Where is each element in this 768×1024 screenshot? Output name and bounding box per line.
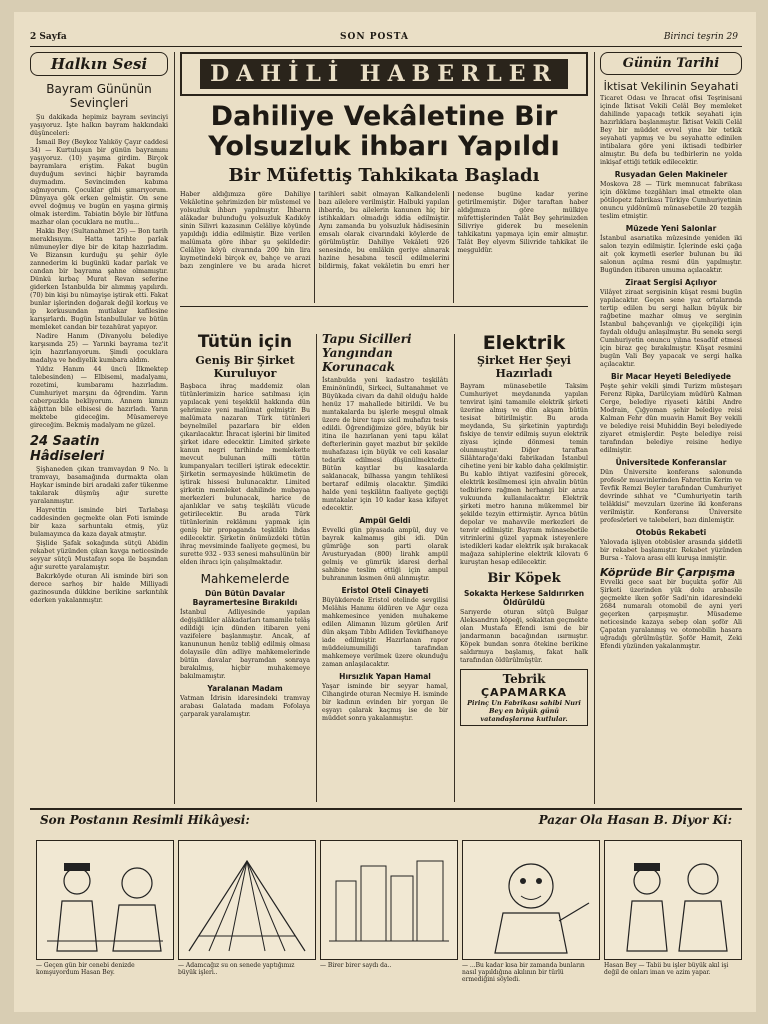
elektrik-subheadline: Şirket Her Şeyi Hazırladı [477,354,571,380]
left-column [30,52,168,802]
universite-article: Dün Üniversite konferans salonunda profesör muavinlerinden Fahrettin Kerim ve Tevfik Remzi Beyler tarafından Cumhuriyet devrinde sıhhat ve "Cumhuriyetin tarih telâkkisi" mevzuları üzerine iki konferans verilmiştir. Konferansı Üniversite profesörleri ve talebeleri, bazı dinlemiştir. [600,469,742,524]
mahkeme-article: İstanbul Adliyesinde yapılan değişiklikler alâkadarları tamamile telâş edildiği için dünden itibaren yeni vazifelere başlanmıştır. Ancak, af kanununun henüz tebliğ edilmiş olması dolayısile dün adliye mahkemelerinde bütün davalar bayramdan sonraya bırakılmış, hiçbir muhakemeye bakılmamıştır. [180,609,310,680]
dahili-banner-box [180,52,588,96]
bayram-headline: Bayram Gününün Sevinçleri [46,82,152,110]
panel-3-drawing [321,841,457,959]
hamal-headline: Hırsızlık Yapan Hamal [339,672,431,681]
panel-2-drawing [179,841,315,959]
rusya-article: Moskova 28 — Türk memnucat fabrikası için döküme tezgâhları imal etmekte olan pötilopetz fabrikası Türkiye Cumhuriyetinin onuncu yıldönümü münasebetile 20 tezgâh teslim etmiştir. [600,181,742,220]
otobus-article: Yalovada işliyen otobüsler arasında şiddetli bir rekabet başlamıştır. Rekabet yüzünden Bursa - Yalova arası elli kuruşa inmiştir. [600,539,742,562]
main-headline-1: Dahiliye Vekâletine Bir [210,101,558,132]
comic-caption-1: — Geçen gün bir cenebi denizde komşuyordum Hasan Bey. [36,962,135,976]
tutun-subheadline: Geniş Bir Şirket Kuruluyor [195,354,295,380]
comic-title-left: Son Postanın Resimli Hikâyesi: [40,813,250,827]
comic-caption-5: Hasan Bey — Tabii bu işler büyük akıl işi değil de onları iman ve azim yapar. [604,962,729,976]
iktisat-article: Ticaret Odası ve İhracat ofisi Teşrinisani içinde İktisat Vekili Celâl Bey memleket dahilinde yapacağı tetkik seyahati için hazırlıklara başlanmıştır. İktisat Vekili Celâl Bey bir müddet evvel yine bir tetkik seyahati yapmış ve bu seyahatte edinilen intibalara göre yeni iktisadi tedbirler almıştır. Bu defa bu tedbirlerin ne yolda inkişaf ettiği tetkik edilecektir. [600,95,742,166]
page-header [30,30,742,47]
ad-brand: ÇAPAMARKA [480,686,568,699]
ad-heading: Tebrik [502,672,546,686]
gunun-tarihi-box: Günün Tarihi [600,52,742,75]
tutun-article: Başbaca ihraç maddemiz olan tütünlerimizin harice satılması için yapılacak yeni teşekkül hakkında dün şehrimize yeni malûmat gelmiştir. Bu malûmata nazaran Türk tütünleri beynelmilel pazarlara bir elden çıkarılacaktır. İhracat işlerini bir limited şirket idare edecektir. Limited şirkete kanun negri tarihinde memlekette mevcut bulunan milli tütün kumpanyaları tecilleri iştirak edecektir. Şirketin sermayesinde hükümetin de iştirak hissesi bulunacaktır. Limited şirketin memleket dahilinde mubayaa merkezleri bulunacak, harice de ajanlıklar ve satış teşkilâtı vücude getirilecektir. Bu arada Türk tütünlerinin reklâmını yapmak için geniş bir propaganda teşkilâtı ihdas edilecektir. Şirketin önümüzdeki tütün ihraç mevsiminde faaliyete geçmesi, bu surette 932 - 933 senesi mahsulünün bir elden ihracı için çalışılmaktadır. [180,383,310,566]
iktisat-headline: İktisat Vekilinin Seyahati [603,80,739,93]
tapu-column [322,332,448,802]
hamal-article: Yaşar isminde bir seyyar hamal, Cihangirde oturan Necmiye H. isminde bir kadının evinden bir yorgan ile eşyayı çalarak kaçmış ise de bir müddet sonra yakalanmıştır. [322,683,448,722]
yolsuzluk-article: Haber aldığımıza göre Dahiliye Vekâletine şehrimizden bir müstemel ve yolsuzluk ihbarı yapılmıştır. İhbarın alâkadar bulunduğu yolsuzluk Kadıköy sinin Silivri kazasının Celâliye köyünde yapıldığı iddia edilmiştir. Bize verilen malûmata göre ihbar şu şekildedir: Celâliye köyü civarında 200 bin lira kıymetindeki birçok ev, bahçe ve arazi bazı zenginlere ve bu arada hicret tarihleri sabit olmayan Kalkandelenli bazı ailelere verilmiştir. Halbuki yapılan ihbarda, bu ailelerin kanunen hiç bir istihkakları olmadığı iddia edilmiştir. Aynı zamanda bu yolsuzluk hâdisesinin emsalı olarak civarındaki köylerde de görülmüştür. Dahiliye Vekâleti 926 senesinde, bu emlâkin geriye alınarak hazine hesabına tescil edilmelerini bildirmiş, fakat vekâletin bu emri her nedense bugüne kadar yerine getirilmemiştir. Diğer taraftan haber aldığımıza göre mülkiye müfettişlerinden Talât Bey şehrimizden Silivriye giderek bu meselenin tahkikatını yapmaya için emir almıştır. Talât Bey elyevm Silivride tahkikat ile meşguldür. [180,191,588,270]
macar-headline: Bir Macar Heyeti Belediyede [611,372,731,381]
eristol-headline: Eristol Oteli Cinayeti [341,586,429,595]
panel-5-drawing [605,841,741,959]
tutun-headline: Tütün için [197,332,293,352]
tapu-headline-2: Korunacak [322,360,396,374]
comic-caption-3: — Birer birer saydı da.. [320,962,392,969]
panel-4-drawing [463,841,599,959]
comic-caption-4: — ...Bu kadar kısa bir zamanda bunların nasıl yapıldığına akılının bir türlü ermediğini söyledi. [462,962,585,983]
capamarka-ad [460,669,588,726]
ampul-article: Evvelki gün piyasada ampül, duy ve bayrak kalmamış gibi idi. Dün gümrüğe son parti olarak Avusturyadan (800) lirahk ampül gelmiş ve gümrük idaresi derhal sahibine teslim ettiği için ampul buhranının kısmen önü alınmıştır. [322,527,448,582]
right-column [600,52,742,804]
halkin-sesi-box: Halkın Sesi [30,52,168,76]
ad-text: Pirinç Un Fabrikası sahibi Nuri Bey en büyük günü vatandaşlarına kutlular. [467,699,581,723]
muze-article: İstanbul asarıatika müzesinde yeniden iki salon tezyin edilmiştir. İçlerinde eski çağa ait çok kıymetli eserler bulunan bu iki salonun açılma resmi dün yapılmıştır. Bugünden itibaren umuma açılacaktır. [600,235,742,274]
madam-article: Vatman İdrisin idaresindeki tramvay arabası Galatada madam Fofolaya çarparak yaralamıştır. [180,695,310,718]
tutun-column [180,332,310,802]
bayram-article: Şu dakikada hepimiz bayram sevinciyi yaşıyoruz. İşte halkın bayram hakkındaki düşünceleri: İsmail Bey (Beykoz Yalıköy Çayır caddesi 34) — Kurtuluşun bir günün bayramını yaşıyoruz. (10) yaşıma girdim. Birçok bayramlara eriştim. Fakat bugün duyduğum sevinci hiçbir bayramda duymadım. Sevincimden kabıma sığmıyorum. Çocuklar gibi şımarıyorum. Dünyaya gök erken gelmiştir. On sene evvel doğmuş ve bugün en yaşına girmiş olmak isterdim. Tabiatin böyle bir lütfuna mazhar olan çocuklara ne mutlu... Hakkı Bey (Sultanahmet 25) — Bon tarih meraklısıyım. Hatta tarihte parlak nümuneyler diye bir de kitap hazırladım. Ve Bizansın kurduğu şu şehir öyle zannederim ki bugünkü kadar parlak ve candan bir bayrama şahne olmamıştır. Dünkü kırbaç Murat Revan seferine giderken İstanbulda bir alımmış yapılırdı. (70) bin kişi bu nümayişe iştirak etti. Fakat bunlar işlerinden doğarak değil korkuş ve ip korkusundan mutlakar kafilesine karışırlardı. Bugün İstanbullular ve bütün memleket candan bir tezahürat yapıyor. Nadire Hanım (Divanyolu belediye karşısında 25) — Yarınki bayrama tez'it için hazırlanıyorum. Şimdi çocuklara madalya ve hediyelik kumbara aldım. Yıldız Hanım 44 üncü İlkmektep talebesinden) — Elbisemi, madalyamı, rozetimi, kumbaramı hazırladım. Cumhuriyet marşını da öğrendim. Yarın caberpuzkla bekliyorum. Annem kımızı kâğıttan bile elbisesi de hazırladı. Yarın mektebe gideceğim. Müsamereye gireceğim. Bekmiş madalyam ne güzel. [30,114,168,429]
universite-headline: Üniversitede Konferanslar [615,458,727,467]
macar-article: Peşte şehir vekili şimdi Turizm müsteşarı Ferenz Ripka, Darülcyiam müdürü Kalman Cerge, belediye riyaseti kâtibi Andre Modrain, Çığyoman şehir belediye reisi Kalman Fehr dün muavin Hamit Bey vekili ve belediye reisi Muhiddin Beyi belediyede ziyaret etmişlerdir. Peşte belediye reisi tarafından belediye reisine hediye edilmiştir. [600,383,742,454]
kopek-article: Sarıyerde oturan sütçü Bulgar Aleksandrın köpeği, sokaktan geçmekte olan Mustafa Efendi ismi de bir jandarmanın bacağından ısırmıştır. Köpek bundan sonra ötekine berikine saldırmıya başlamış, fakat halk tarafından öldürülmüştür. [460,609,588,664]
saat-article: Şişhaneden çıkan tramvaydan 9 No. lı tramvayı, basamağında durmakta olan Haykar isminde biri aradaki zafer tükenme takılarak düşmüş ağır surette yaralanmıştır. Hayrettin isminde biri Tarlabaşı caddesinden geçmekte olan Foti isminde bir kaza sarhuntakı etmiş, yüz bulamayınca da kaza dayak atmıştır. Şişlide Şafak sokağında sütçü Abidin rekabet yüzünden çıkan kavga neticesinde seyyar sütçü Mustafayı sopa ile başından ağır surette yaralamıştır. Bakırköyde oturan Ali isminde biri son derece sarhoş bir halde Milliyadi gazinosunda dükkine berikine sarkıntılık ederken yakalanmıştır. [30,466,168,604]
mahkeme-headline: Mahkemelerde [200,572,290,586]
elektrik-column [460,332,588,802]
main-subheadline: Bir Müfettiş Tahkikata Başladı [228,165,540,186]
tapu-headline: Tapu Sicilleri Yangından [322,332,412,360]
main-headline-2: Yolsuzluk ihbarı Yapıldı [208,131,560,162]
kopek-subheadline: Sokakta Herkese Saldırırken Öldürüldü [463,589,585,607]
page-number: 2 Sayfa [30,32,67,42]
kopru-article: Evvelki gece saat bir buçukta şoför Ali Şirketi üzerinden yük dolu arabasile geçmekte iken şoför Sadi'nin idaresindeki 2684 numaralı otomobil de ayni yeri geçerken çarpışmıştır. Müsademe neticesinde kazaya sebep olan şoför Ali Çapatan yaralanmış ve otomobilin hasara uğradığı görülmüştür. Şoför Hamit, Zeki Efendi yüzünden yakalanmıştır. [600,579,742,650]
madam-headline: Yaralanan Madam [207,684,283,693]
elektrik-article: Bayram münasebetile Taksim Cumhuriyet meydanında yapılan tenvirat işini tamamile elektrik şirketi üzerine almış ve dün akşam bütün tesisat bitirilmiştir. Bu arada meydanda, Su şirketinin yaptırdığı fıskiye de tenvir edilmiş suyun elektrik ziyası içinde dönmesi temin olunmuştur. Diğer taraftan Silâhtarağa'daki fabrikadan İstanbul cihetine yeni bir kablo daha çekilmiştir. Bu kablo ihtiyat vazifesini görecek, elektrik kesilmemesi için ahvalin bütün tedbirlere rağmen herhangi bir arıza vukuunda kullanılacaktır. Elektrik şirketi metro hanına mükemmel bir şekilde tezyin ettirmiştir. Ayrıca bütün depolar ve mahavvile merkezleri de tenvir edilmiştir. Bayram münasebetile vitrinlerini güzel yapmak isteyenlere istedikleri kadar elektrik ışık bırakacak mağaza sahiplerine elektrik kilovatı 6 kuruştan hesap edilecektir. [460,383,588,566]
comic-panel-3 [320,840,458,960]
comic-panel-4 [462,840,600,960]
newspaper-page [14,12,756,1012]
saat-headline: 24 Saatin Hâdiseleri [30,434,105,464]
center-column [180,52,588,804]
comic-title-right: Pazar Ola Hasan B. Diyor Ki: [538,813,732,827]
comic-panel-1 [36,840,174,960]
elektrik-headline: Elektrik [482,332,566,354]
paper-title: SON POSTA [340,32,409,42]
ampul-headline: Ampül Geldi [359,516,411,525]
header-date: Birinci teşrin 29 [663,32,738,42]
tapu-article: İstanbulda yeni kadastro teşkilâtı Eminönündü, Sirkeci, Sultanahmet ve Büyükada civarı da dahil olduğu halde henüz 17 mahallede bitirildi. Ve bu mıntakalarda bu işlerle meşgul olmak üzere de birer tapu sicil muhafızı tesis edildi. Öğrendiğimize göre, büyük bir itina ile hazırlanan yeni tapu kâlat defterlerinin gayet mazbut bir şekilde muhafazası için büyük ve celi kasalar tedarik edilmesi düşünülmektedir. Bütün kayıtlar bu kasalarda saklanacak, bilhassa yangın tehlikesi bertaraf edilmiş olacaktır. Şimdiki halde yeni teşkilâtın faaliyete geçtiği mıntakalar için 10 kadar kasa kifayet edecektir. [322,377,448,512]
comic-panel-5 [604,840,742,960]
dahili-banner: DAHİLİ HABERLER [200,59,568,89]
otobus-headline: Otobüs Rekabeti [635,528,707,537]
comic-panel-2 [178,840,316,960]
comic-section [30,808,742,827]
kopru-headline: Köprüde Bir Çarpışma [600,566,736,579]
eristol-article: Büyükderede Eristol otelinde sevgilisi Melâhis Hanımı öldüren ve Ağır ceza mahkemesince yeniden muhakeme edilen Alimanın lüzum görülen Arif dün akşam Tıbbı Adliden Tevkifhaneye iade edilmiştir. Hazırlanan rapor müddeiumumiliği tarafından mahkemeye verilmek üzere okunduğu zaman anlaşılacaktır. [322,597,448,668]
kopek-headline: Bir Köpek [487,571,561,586]
rusya-headline: Rusyadan Gelen Makineler [614,170,728,179]
comic-caption-2: — Adamcağız su on senede yaptığımız büyük işleri.. [178,962,295,976]
muze-headline: Müzede Yeni Salonlar [625,224,717,233]
mahkeme-subheadline: Dün Bütün Davalar Bayramertesine Bırakıldı [192,589,298,607]
ziraat-article: Vilâyet ziraat sergisinin küşat resmi bugün yapılacaktır. Geçen sene yaz ortalarında tertip edilen bu sergi halkın büyük bir rağbetine mazhar olmuş ve serginin İstanbul bahçevanlığı ve çiçekçiliği için faydalı olduğu anlaşılmıştır. Bu senekı sergi Cumhuriyetin onuncu yılına tesadüf etmesi için biraz geç bırakılmıştır. Küşat resmini bugün Vali Bey yapacak ve sergi halka açılacaktır. [600,289,742,368]
panel-1-drawing [37,841,173,959]
ziraat-headline: Ziraat Sergisi Açılıyor [625,278,717,287]
